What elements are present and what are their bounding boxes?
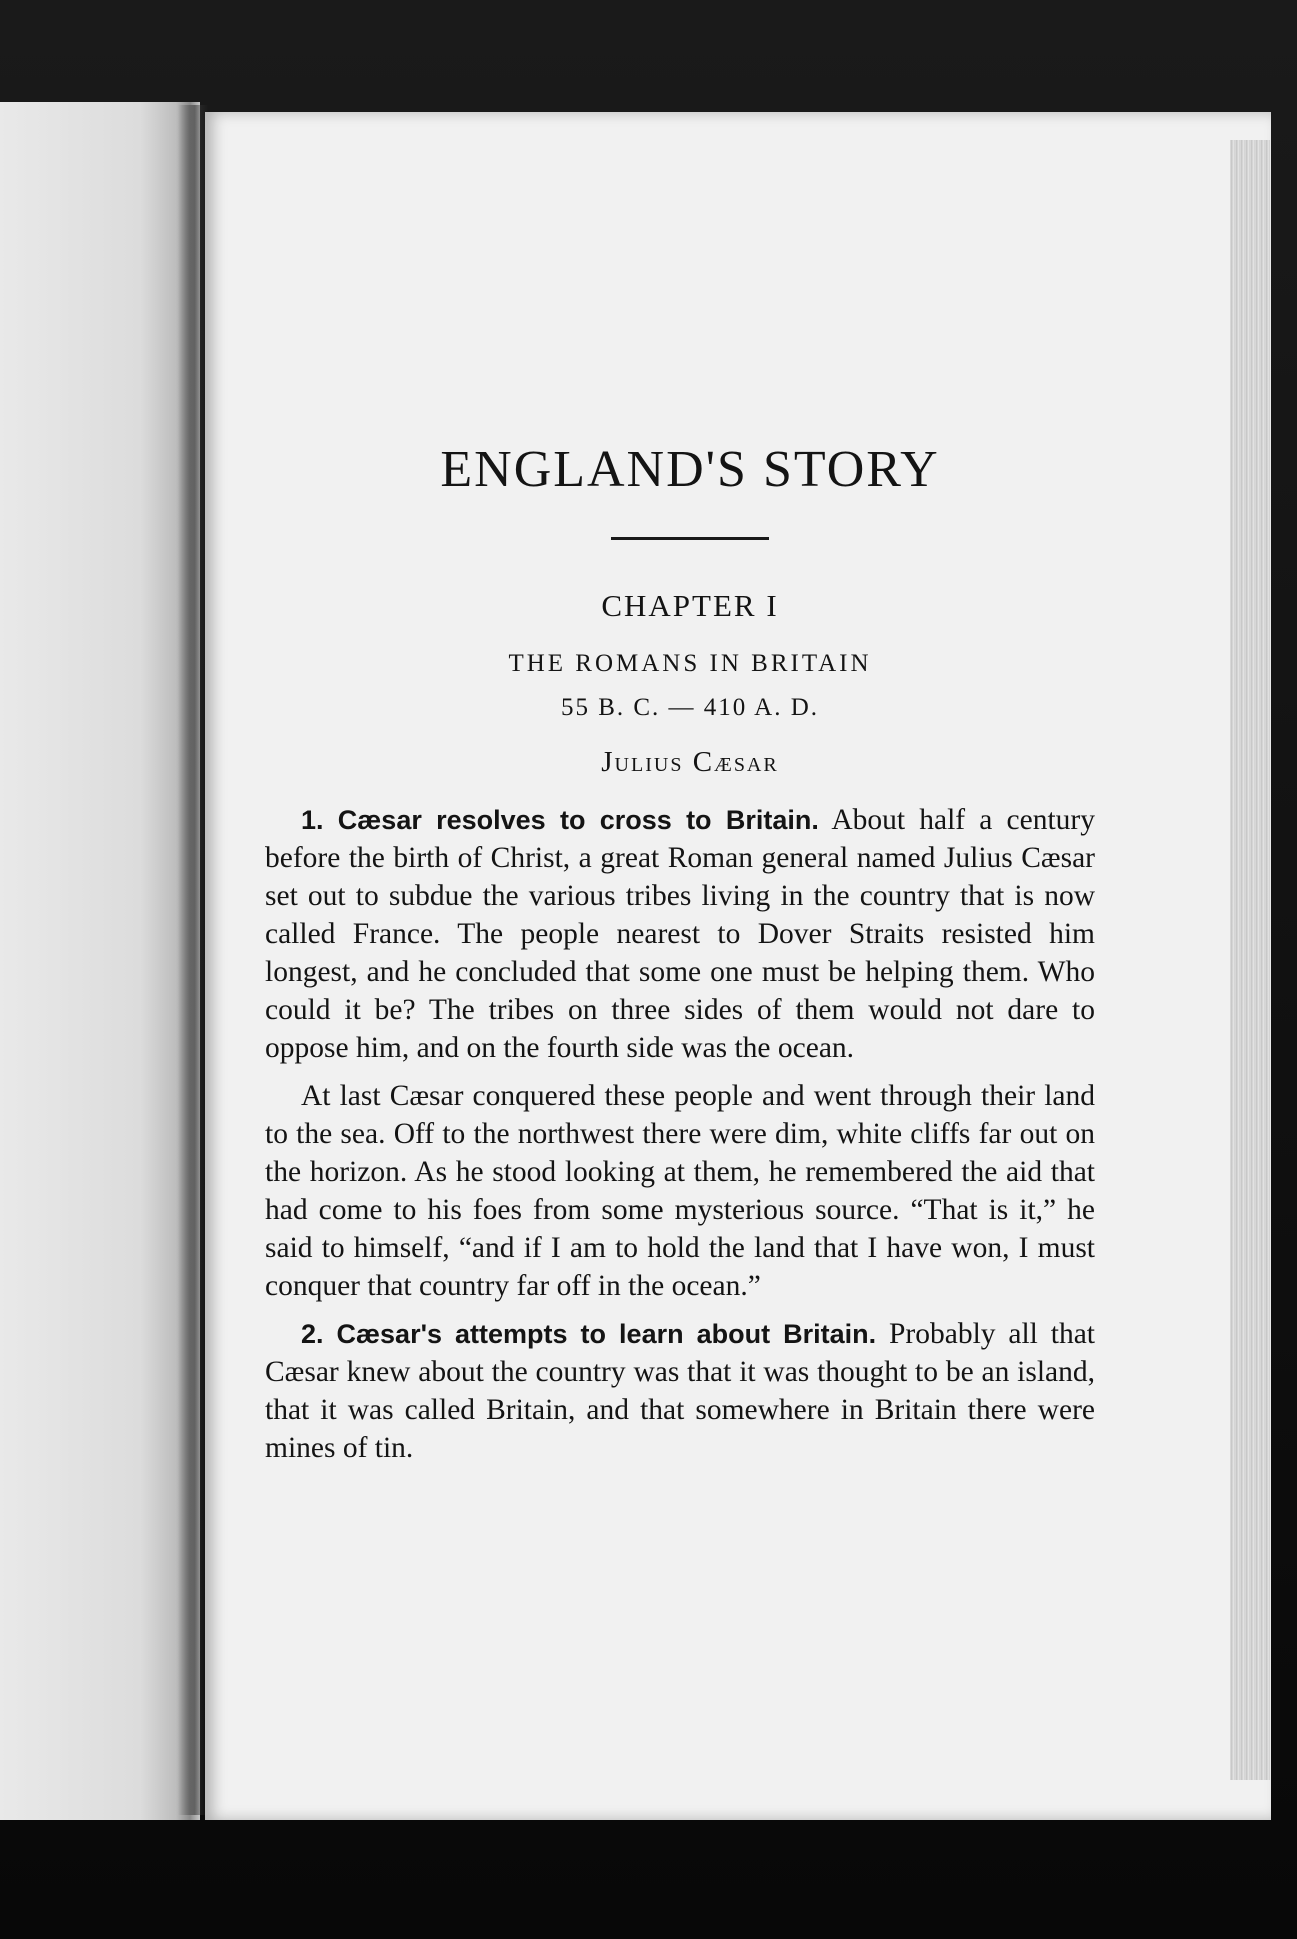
paragraph-3	[265, 1315, 1095, 1467]
chapter-number: CHAPTER I	[601, 588, 779, 623]
paragraph-2-text: At last Cæsar conquered these people and went through their land to the sea. Off to the northwest there were dim, white cliffs far out on the horizon. As he stood looking at them, he remembered the aid that had come to his foes from some mysterious source. “That is it,” he said to himself, “and if I am to hold the land that I have won, I must conquer that country far off in the ocean.”	[265, 1080, 1095, 1302]
paragraph-2	[265, 1077, 1095, 1305]
paragraph-1	[265, 801, 1095, 1067]
spine-shadow	[178, 105, 208, 1815]
paragraph-3-text: Probably all that Cæsar knew about the country was that it was thought to be an island, that it was called Britain, and that somewhere in Britain there were mines of tin.	[265, 1318, 1096, 1464]
title-rule	[611, 537, 769, 540]
paragraph-1-text: About half a century before the birth of Christ, a great Roman general named Julius Cæsar set out to subdue the various tribes living in the country that is now called France. The people nearest to Dover Straits resisted him longest, and he concluded that some one must be helping them. Who could it be? The tribes on three sides of them would not dare to oppose him, and on the fourth side was the ocean.	[265, 804, 1095, 1064]
page-edge-right	[1230, 140, 1270, 1780]
left-page-edge	[0, 102, 200, 1820]
chapter-dates: 55 B. C. — 410 A. D.	[560, 694, 820, 721]
paragraph-3-heading: 2. Cæsar's attempts to learn about Britain.	[301, 1319, 877, 1349]
book-title: ENGLAND'S STORY	[440, 441, 940, 498]
paragraph-1-heading: 1. Cæsar resolves to cross to Britain.	[301, 805, 819, 835]
section-title: Julius Cæsar	[601, 746, 779, 778]
chapter-title: THE ROMANS IN BRITAIN	[508, 650, 872, 677]
page-content	[265, 440, 1095, 1477]
